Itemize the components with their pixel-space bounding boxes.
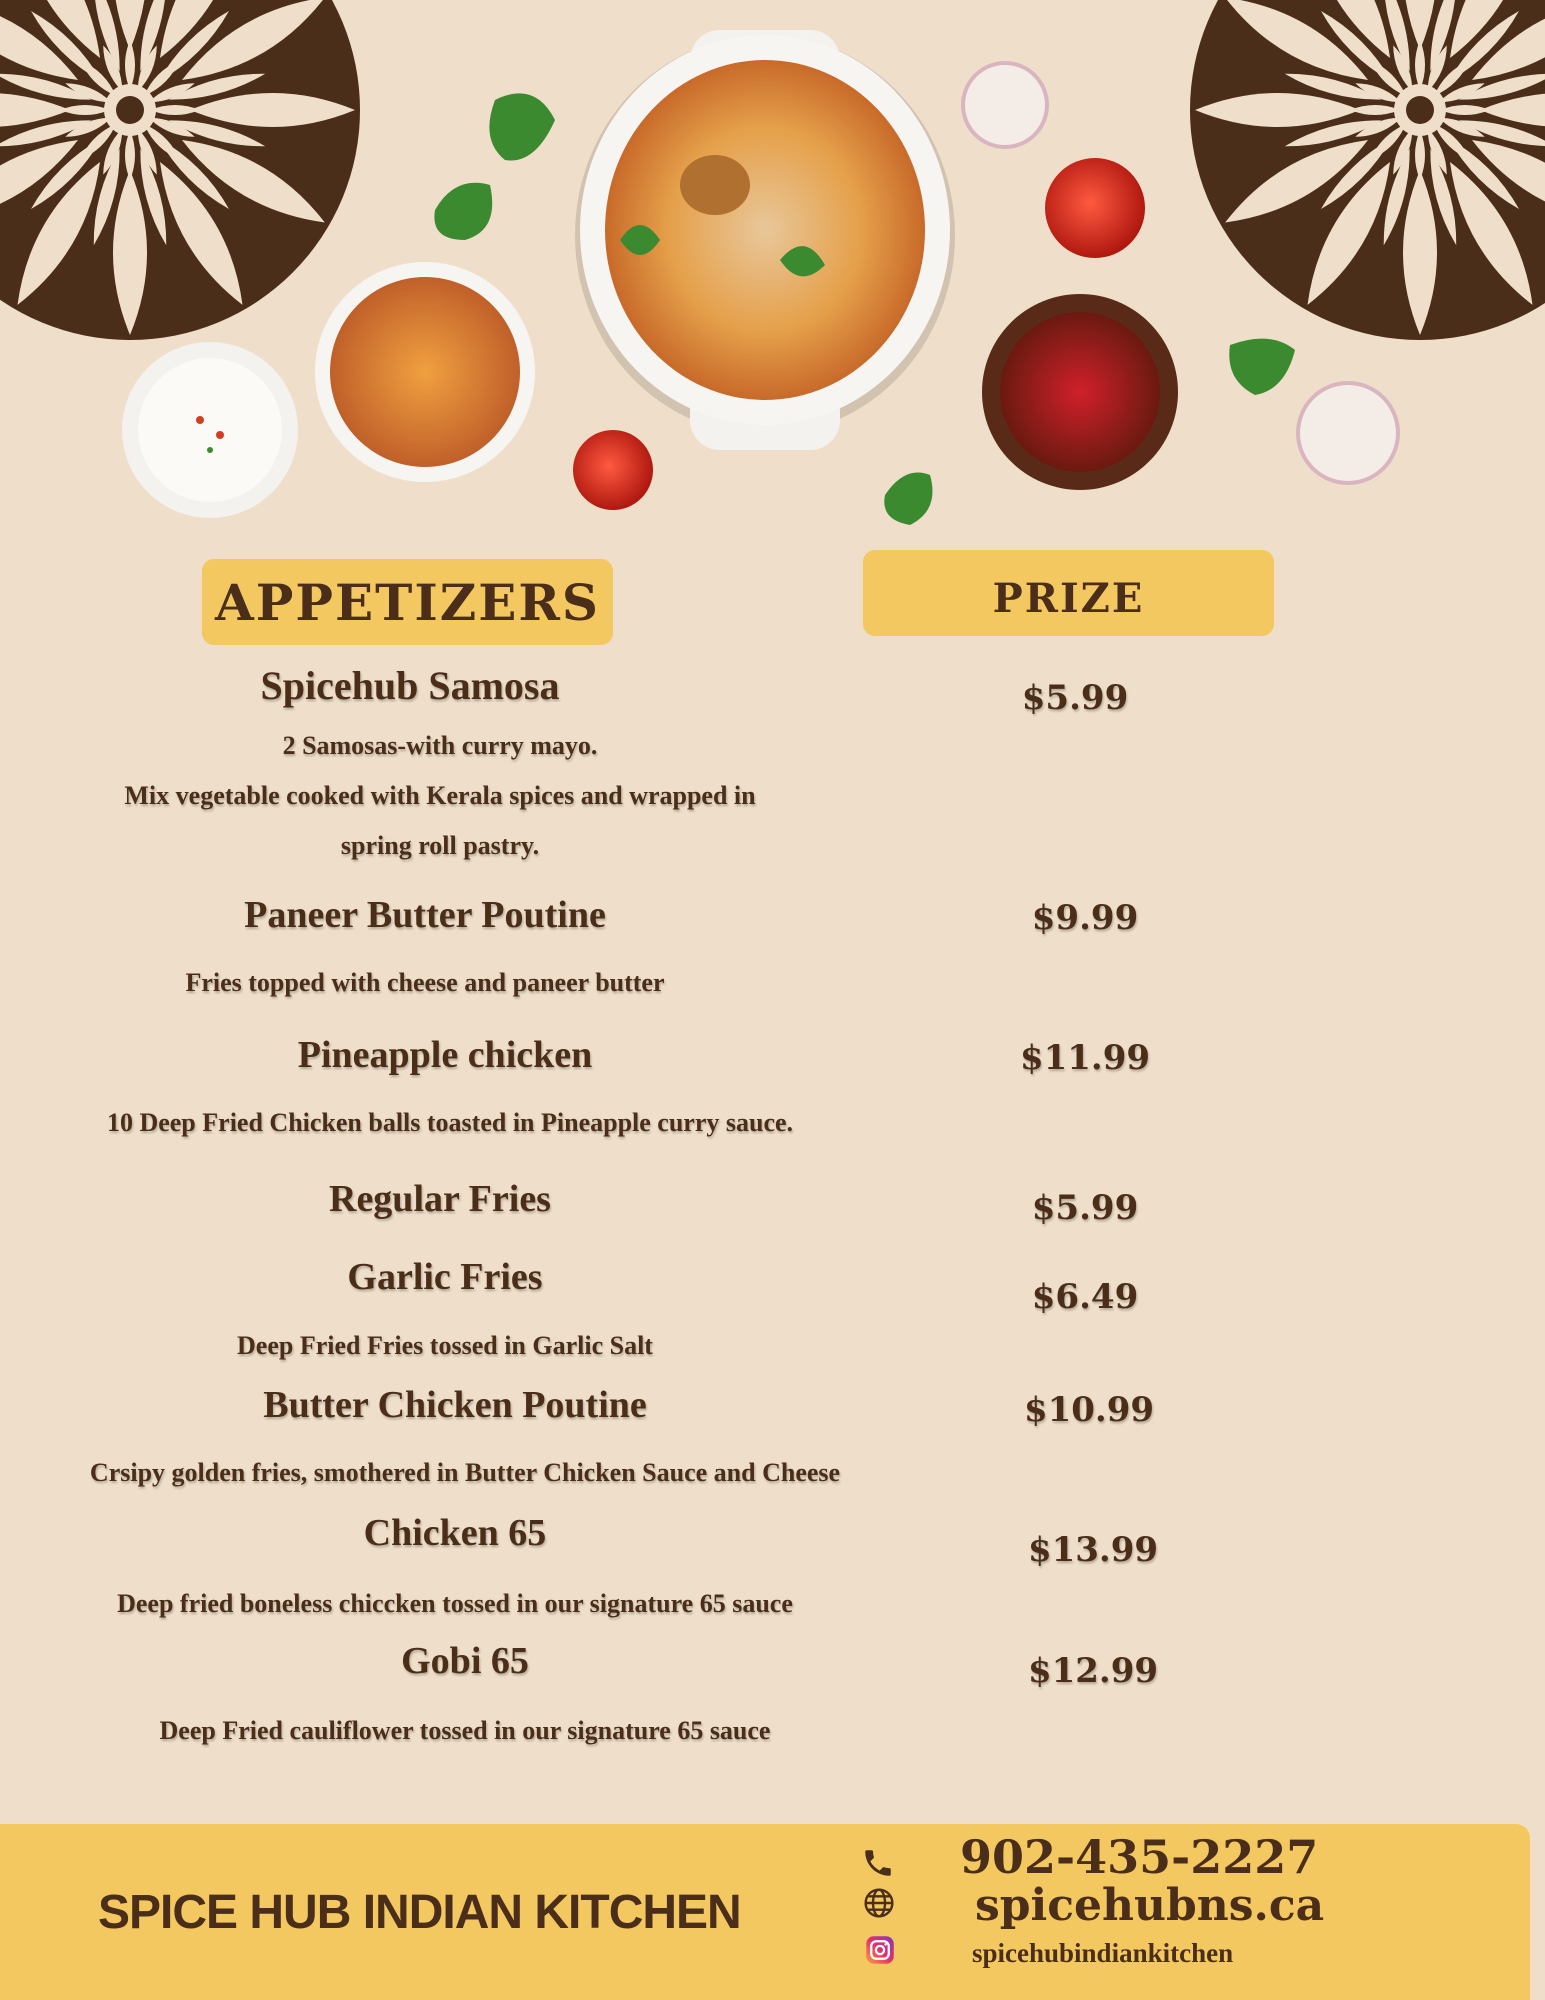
menu-item-name: Chicken 65	[363, 1512, 547, 1554]
menu-item-price: $13.99	[1027, 1530, 1159, 1570]
menu-item-price: $9.99	[1031, 898, 1139, 938]
menu-item-name: Garlic Fries	[347, 1256, 543, 1298]
menu-item-description: Deep Fried Fries tossed in Garlic Salt	[237, 1331, 653, 1360]
menu-item-description: Crsipy golden fries, smothered in Butter Chicken Sauce and Cheese	[89, 1458, 841, 1487]
tomato-image	[573, 430, 653, 510]
tomato-image	[1045, 158, 1145, 258]
menu-item-price: $10.99	[1023, 1390, 1155, 1430]
menu-item-price: $12.99	[1027, 1651, 1159, 1691]
menu-item-name: Pineapple chicken	[297, 1034, 593, 1076]
food-illustrations	[0, 0, 1545, 540]
menu-item-name: Spicehub Samosa	[260, 663, 560, 708]
menu-item-name: Butter Chicken Poutine	[263, 1384, 647, 1426]
instagram-handle[interactable]: spicehubindiankitchen	[972, 1938, 1234, 1968]
menu-item-description: Mix vegetable cooked with Kerala spices and wrapped in	[124, 781, 756, 810]
menu-item-price: $11.99	[1019, 1038, 1151, 1078]
biryani-bowl-image	[575, 30, 955, 450]
onion-image	[1298, 383, 1398, 483]
phone-number[interactable]: 902-435-2227	[960, 1830, 1319, 1884]
menu-item-description: Fries topped with cheese and paneer butter	[185, 968, 665, 997]
menu-item-description: spring roll pastry.	[340, 831, 540, 860]
curry-bowl-image	[315, 262, 535, 482]
menu-item-name: Regular Fries	[329, 1178, 551, 1220]
menu-item-description: 2 Samosas-with curry mayo.	[282, 731, 598, 760]
chili-bowl-image	[982, 294, 1178, 490]
menu-item-description: 10 Deep Fried Chicken balls toasted in Pineapple curry sauce.	[106, 1108, 794, 1137]
appetizers-header: APPETIZERS	[202, 559, 613, 645]
leaf-image	[884, 473, 932, 526]
menu-item-description: Deep fried boneless chiccken tossed in our signature 65 sauce	[117, 1589, 793, 1618]
leaf-image	[489, 93, 555, 160]
menu-item-name: Paneer Butter Poutine	[244, 894, 606, 936]
website-link[interactable]: spicehubns.ca	[975, 1880, 1325, 1931]
menu-item-price: $6.49	[1031, 1277, 1139, 1317]
raita-bowl-image	[122, 342, 298, 518]
menu-item-price: $5.99	[1021, 678, 1129, 718]
prize-header: PRIZE	[863, 550, 1274, 636]
menu-item-description: Deep Fried cauliflower tossed in our signature 65 sauce	[159, 1716, 771, 1745]
restaurant-name: SPICE HUB INDIAN KITCHEN	[98, 1886, 741, 1939]
menu-item-name: Gobi 65	[401, 1640, 529, 1682]
globe-icon	[863, 1887, 895, 1919]
onion-image	[963, 63, 1047, 147]
leaf-image	[1229, 339, 1295, 395]
menu-item-price: $5.99	[1031, 1188, 1139, 1228]
instagram-icon	[865, 1935, 895, 1965]
leaf-image	[434, 183, 492, 240]
phone-icon	[861, 1846, 895, 1880]
